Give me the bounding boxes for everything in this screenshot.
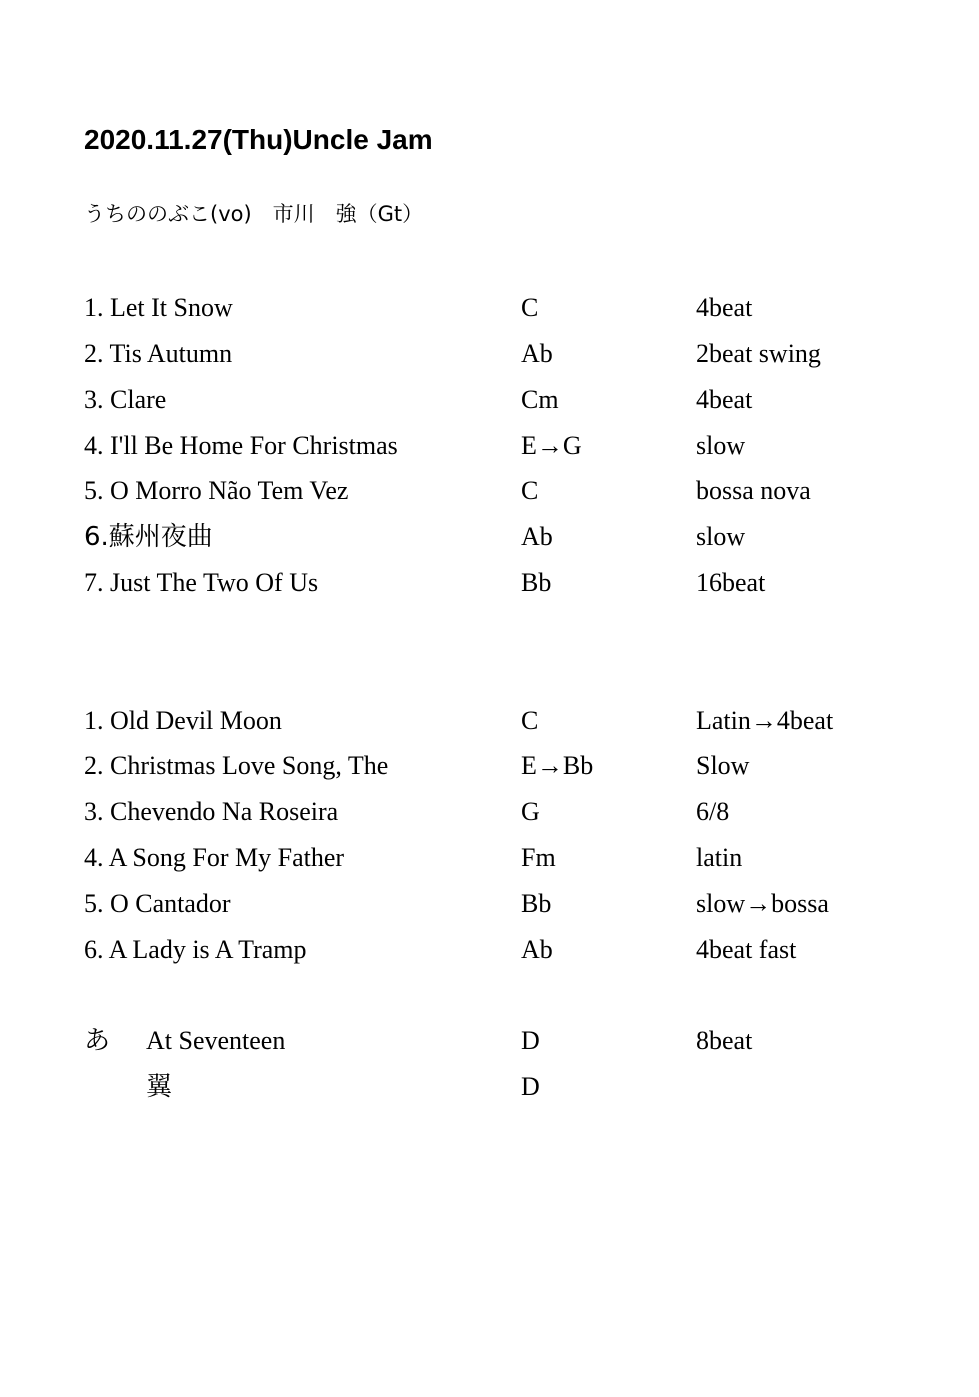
- song-style: 16beat: [696, 568, 766, 597]
- song-key: E→Bb: [521, 751, 594, 780]
- song-key: Bb: [521, 568, 552, 597]
- song-style: Latin→4beat: [696, 706, 834, 735]
- song-title: At Seventeen: [146, 1026, 286, 1055]
- song-key: C: [521, 706, 539, 735]
- song-title: 6.蘇州夜曲: [84, 522, 213, 552]
- song-key: Bb: [521, 889, 552, 918]
- song-key: Ab: [521, 339, 553, 368]
- song-title: 2. Tis Autumn: [84, 339, 233, 368]
- song-title: 3. Clare: [84, 385, 167, 414]
- song-key: Cm: [521, 385, 559, 414]
- song-title: 翼: [146, 1072, 173, 1102]
- song-style: 4beat: [696, 293, 753, 322]
- song-title: 1. Old Devil Moon: [84, 706, 282, 735]
- song-style: 8beat: [696, 1026, 753, 1055]
- song-key: C: [521, 293, 539, 322]
- song-key: D: [521, 1072, 540, 1101]
- page-title: 2020.11.27(Thu)Uncle Jam: [84, 124, 433, 155]
- song-style: bossa nova: [696, 476, 811, 505]
- song-style: 2beat swing: [696, 339, 821, 368]
- encore-mark: あ: [84, 1026, 111, 1056]
- song-title: 3. Chevendo Na Roseira: [84, 797, 339, 826]
- song-key: G: [521, 797, 540, 826]
- song-key: Ab: [521, 935, 553, 964]
- song-key: D: [521, 1026, 540, 1055]
- song-style: Slow: [696, 751, 750, 780]
- song-key: C: [521, 476, 539, 505]
- song-key: E→G: [521, 431, 582, 460]
- song-title: 1. Let It Snow: [84, 293, 233, 322]
- song-title: 5. O Cantador: [84, 889, 231, 918]
- song-key: Ab: [521, 522, 553, 551]
- song-title: 4. A Song For My Father: [84, 843, 345, 872]
- song-style: slow→bossa: [696, 889, 829, 918]
- song-style: slow: [696, 431, 746, 460]
- song-key: Fm: [521, 843, 556, 872]
- performers-line: うちののぶこ(vo) 市川 強（Gt）: [84, 202, 424, 226]
- song-style: 4beat: [696, 385, 753, 414]
- song-title: 4. I'll Be Home For Christmas: [84, 431, 398, 460]
- song-style: slow: [696, 522, 746, 551]
- song-style: 4beat fast: [696, 935, 797, 964]
- song-title: 6. A Lady is A Tramp: [84, 935, 307, 964]
- song-title: 5. O Morro Não Tem Vez: [84, 476, 349, 505]
- song-style: 6/8: [696, 797, 730, 826]
- song-title: 2. Christmas Love Song, The: [84, 751, 389, 780]
- song-title: 7. Just The Two Of Us: [84, 568, 319, 597]
- song-style: latin: [696, 843, 743, 872]
